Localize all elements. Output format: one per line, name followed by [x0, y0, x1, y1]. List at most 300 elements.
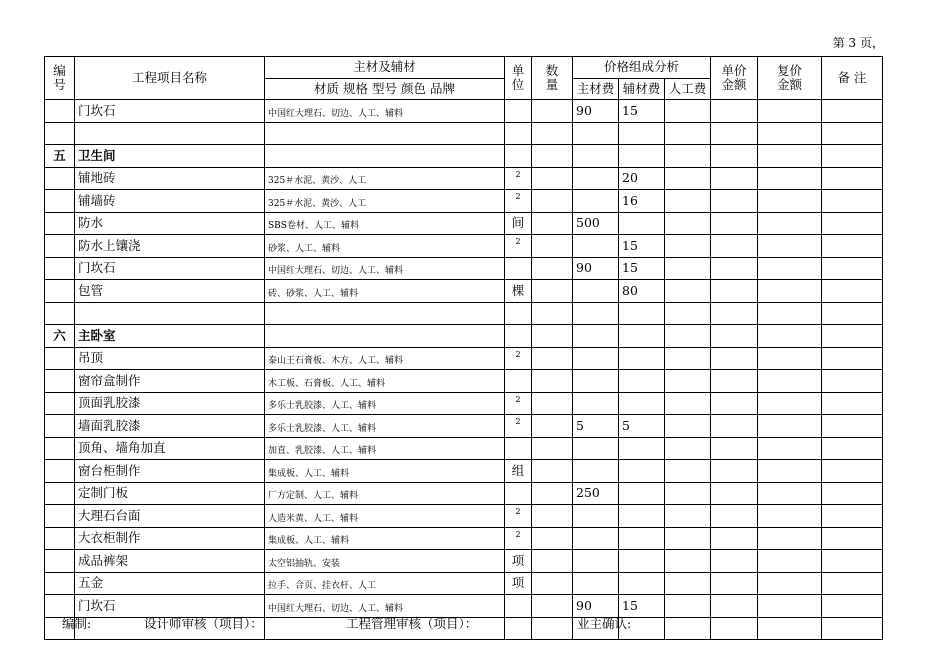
designer-review-label: 设计师审核（项目）： — [144, 616, 263, 631]
cell-aux-mat — [619, 527, 665, 550]
cell-qty — [532, 392, 573, 415]
cell-main-mat — [573, 347, 619, 370]
cell-unit-price — [711, 347, 758, 370]
cell-materials — [265, 122, 505, 145]
cell-unit-price — [711, 370, 758, 393]
col-header-qty: 数 量 — [532, 57, 573, 100]
cell-labor — [665, 460, 711, 483]
quote-table — [44, 56, 883, 640]
col-header-remark: 备 注 — [822, 57, 883, 100]
cell-compound-price — [758, 370, 822, 393]
cell-remark — [822, 370, 883, 393]
cell-labor — [665, 257, 711, 280]
cell-no — [45, 550, 75, 573]
cell-main-mat — [573, 302, 619, 325]
cell-no — [45, 257, 75, 280]
cell-no — [45, 190, 75, 213]
cell-no — [45, 482, 75, 505]
cell-remark — [822, 415, 883, 438]
cell-qty — [532, 460, 573, 483]
cell-remark — [822, 460, 883, 483]
cell-item-name: 顶角、墙角加直 — [75, 437, 265, 460]
cell-remark — [822, 257, 883, 280]
cell-remark — [822, 325, 883, 348]
cell-unit-price — [711, 392, 758, 415]
cell-unit: 棵 — [505, 280, 532, 303]
cell-no — [45, 280, 75, 303]
cell-remark — [822, 302, 883, 325]
table-row — [45, 572, 883, 595]
col-header-aux-mat: 辅材费 — [619, 78, 665, 100]
table-row — [45, 235, 883, 258]
cell-unit: 2 — [505, 235, 532, 258]
cell-compound-price — [758, 257, 822, 280]
cell-item-name: 卫生间 — [75, 145, 265, 168]
cell-unit-price — [711, 482, 758, 505]
cell-item-name: 大衣柜制作 — [75, 527, 265, 550]
cell-unit-price — [711, 505, 758, 528]
cell-compound-price — [758, 595, 822, 618]
cell-main-mat — [573, 392, 619, 415]
cell-materials: 325＃水泥、黄沙、人工 — [265, 167, 505, 190]
cell-aux-mat — [619, 572, 665, 595]
cell-unit — [505, 370, 532, 393]
cell-labor — [665, 302, 711, 325]
cell-qty — [532, 122, 573, 145]
cell-aux-mat — [619, 347, 665, 370]
col-header-compound-price: 复价 金额 — [758, 57, 822, 100]
cell-no — [45, 100, 75, 123]
header-row-1 — [45, 57, 883, 79]
cell-aux-mat — [619, 550, 665, 573]
cell-aux-mat — [619, 392, 665, 415]
cell-item-name: 铺墙砖 — [75, 190, 265, 213]
cell-aux-mat: 15 — [619, 100, 665, 123]
cell-no — [45, 437, 75, 460]
table-row — [45, 167, 883, 190]
cell-main-mat — [573, 550, 619, 573]
cell-unit — [505, 437, 532, 460]
table-row — [45, 212, 883, 235]
cell-main-mat — [573, 437, 619, 460]
cell-unit — [505, 617, 532, 640]
page-number: 第 3 页， — [832, 36, 884, 50]
cell-no — [45, 527, 75, 550]
cell-aux-mat: 16 — [619, 190, 665, 213]
col-header-unit: 单 位 — [505, 57, 532, 100]
cell-remark — [822, 280, 883, 303]
cell-compound-price — [758, 527, 822, 550]
cell-main-mat: 90 — [573, 100, 619, 123]
cell-item-name: 包管 — [75, 280, 265, 303]
cell-labor — [665, 595, 711, 618]
table-row — [45, 257, 883, 280]
cell-materials: SBS卷材、人工、辅料 — [265, 212, 505, 235]
cell-materials: 多乐士乳胶漆、人工、辅料 — [265, 392, 505, 415]
cell-main-mat: 250 — [573, 482, 619, 505]
cell-aux-mat — [619, 482, 665, 505]
cell-unit — [505, 325, 532, 348]
cell-remark — [822, 617, 883, 640]
cell-remark — [822, 437, 883, 460]
cell-remark — [822, 392, 883, 415]
cell-no — [45, 460, 75, 483]
cell-unit-price — [711, 437, 758, 460]
col-header-price-group: 价格组成分析 — [573, 57, 711, 79]
table-row — [45, 392, 883, 415]
cell-materials: 加直、乳胶漆、人工、辅料 — [265, 437, 505, 460]
cell-remark — [822, 347, 883, 370]
table-row — [45, 460, 883, 483]
cell-main-mat — [573, 325, 619, 348]
cell-aux-mat: 20 — [619, 167, 665, 190]
cell-labor — [665, 280, 711, 303]
cell-aux-mat — [619, 437, 665, 460]
cell-materials: 多乐士乳胶漆、人工、辅料 — [265, 415, 505, 438]
cell-materials: 集成板、人工、辅料 — [265, 527, 505, 550]
cell-main-mat — [573, 122, 619, 145]
owner-confirm-label: 业主确认: — [577, 616, 632, 631]
cell-compound-price — [758, 235, 822, 258]
cell-item-name: 门坎石 — [75, 100, 265, 123]
cell-no — [45, 212, 75, 235]
cell-no: 五 — [45, 145, 75, 168]
cell-labor — [665, 505, 711, 528]
cell-unit: 2 — [505, 392, 532, 415]
cell-unit — [505, 100, 532, 123]
cell-remark — [822, 550, 883, 573]
cell-labor — [665, 572, 711, 595]
cell-unit: 2 — [505, 527, 532, 550]
cell-materials: 砂浆、人工、辅料 — [265, 235, 505, 258]
cell-remark — [822, 572, 883, 595]
cell-remark — [822, 527, 883, 550]
table-row — [45, 482, 883, 505]
cell-main-mat — [573, 167, 619, 190]
compiled-by-label: 编制: — [62, 616, 92, 631]
cell-labor — [665, 527, 711, 550]
cell-unit — [505, 595, 532, 618]
cell-aux-mat: 80 — [619, 280, 665, 303]
cell-unit: 2 — [505, 167, 532, 190]
cell-unit-price — [711, 302, 758, 325]
table-row — [45, 122, 883, 145]
cell-no — [45, 370, 75, 393]
cell-remark — [822, 100, 883, 123]
cell-labor — [665, 370, 711, 393]
cell-labor — [665, 347, 711, 370]
cell-labor — [665, 617, 711, 640]
cell-compound-price — [758, 145, 822, 168]
cell-unit: 2 — [505, 415, 532, 438]
cell-compound-price — [758, 550, 822, 573]
col-header-materials-sub: 材质 规格 型号 颜色 品牌 — [265, 78, 505, 100]
cell-qty — [532, 370, 573, 393]
cell-labor — [665, 437, 711, 460]
cell-item-name: 五金 — [75, 572, 265, 595]
cell-materials: 厂方定制、人工、辅料 — [265, 482, 505, 505]
table-row — [45, 100, 883, 123]
cell-materials — [265, 325, 505, 348]
table-row — [45, 437, 883, 460]
cell-item-name: 吊顶 — [75, 347, 265, 370]
table-row — [45, 550, 883, 573]
cell-materials: 拉手、合页、挂衣杆、人工 — [265, 572, 505, 595]
cell-qty — [532, 167, 573, 190]
cell-aux-mat — [619, 302, 665, 325]
cell-compound-price — [758, 280, 822, 303]
cell-qty — [532, 572, 573, 595]
cell-compound-price — [758, 505, 822, 528]
cell-item-name: 防水上镶浇 — [75, 235, 265, 258]
cell-aux-mat — [619, 505, 665, 528]
cell-no — [45, 572, 75, 595]
col-header-unit-price: 单价 金额 — [711, 57, 758, 100]
cell-labor — [665, 415, 711, 438]
cell-aux-mat: 5 — [619, 415, 665, 438]
cell-unit-price — [711, 617, 758, 640]
col-header-materials: 主材及辅材 — [265, 57, 505, 79]
cell-labor — [665, 392, 711, 415]
cell-unit — [505, 257, 532, 280]
cell-no — [45, 415, 75, 438]
cell-qty — [532, 302, 573, 325]
cell-item-name: 窗台柜制作 — [75, 460, 265, 483]
cell-remark — [822, 482, 883, 505]
cell-remark — [822, 235, 883, 258]
cell-labor — [665, 145, 711, 168]
cell-compound-price — [758, 392, 822, 415]
cell-materials: 太空铝抽轨、安装 — [265, 550, 505, 573]
cell-item-name: 门坎石 — [75, 595, 265, 618]
cell-item-name: 顶面乳胶漆 — [75, 392, 265, 415]
cell-main-mat — [573, 370, 619, 393]
cell-aux-mat — [619, 212, 665, 235]
table-row — [45, 415, 883, 438]
cell-unit — [505, 482, 532, 505]
cell-materials: 中国红大理石、切边、人工、辅料 — [265, 100, 505, 123]
cell-materials — [265, 145, 505, 168]
cell-unit: 2 — [505, 347, 532, 370]
cell-compound-price — [758, 482, 822, 505]
table-row — [45, 527, 883, 550]
cell-aux-mat: 15 — [619, 257, 665, 280]
cell-main-mat: 90 — [573, 257, 619, 280]
cell-aux-mat: 15 — [619, 235, 665, 258]
cell-unit: 项 — [505, 572, 532, 595]
cell-compound-price — [758, 415, 822, 438]
cell-labor — [665, 550, 711, 573]
cell-no: 六 — [45, 325, 75, 348]
cell-item-name — [75, 122, 265, 145]
cell-labor — [665, 235, 711, 258]
cell-item-name: 门坎石 — [75, 257, 265, 280]
cell-no — [45, 392, 75, 415]
cell-remark — [822, 122, 883, 145]
table-row — [45, 370, 883, 393]
section-row — [45, 325, 883, 348]
table-row — [45, 505, 883, 528]
cell-labor — [665, 212, 711, 235]
cell-materials: 中国红大理石、切边、人工、辅料 — [265, 595, 505, 618]
cell-qty — [532, 505, 573, 528]
cell-compound-price — [758, 437, 822, 460]
cell-remark — [822, 145, 883, 168]
cell-materials — [265, 302, 505, 325]
cell-remark — [822, 190, 883, 213]
cell-no — [45, 167, 75, 190]
cell-unit-price — [711, 122, 758, 145]
pm-review-label: 工程管理审核（项目）： — [346, 616, 478, 631]
cell-remark — [822, 167, 883, 190]
col-header-main-mat: 主材费 — [573, 78, 619, 100]
cell-qty — [532, 415, 573, 438]
cell-main-mat: 5 — [573, 415, 619, 438]
cell-unit-price — [711, 595, 758, 618]
cell-labor — [665, 482, 711, 505]
cell-main-mat — [573, 190, 619, 213]
cell-no — [45, 235, 75, 258]
cell-no — [45, 505, 75, 528]
cell-qty — [532, 550, 573, 573]
cell-compound-price — [758, 167, 822, 190]
cell-materials: 中国红大理石、切边、人工、辅料 — [265, 257, 505, 280]
cell-qty — [532, 100, 573, 123]
cell-qty — [532, 235, 573, 258]
cell-compound-price — [758, 325, 822, 348]
cell-unit: 2 — [505, 505, 532, 528]
cell-unit-price — [711, 145, 758, 168]
cell-qty — [532, 325, 573, 348]
cell-unit-price — [711, 212, 758, 235]
cell-unit-price — [711, 415, 758, 438]
cell-unit — [505, 302, 532, 325]
table-row — [45, 190, 883, 213]
cell-unit — [505, 145, 532, 168]
table-row — [45, 302, 883, 325]
cell-compound-price — [758, 100, 822, 123]
cell-qty — [532, 617, 573, 640]
cell-compound-price — [758, 212, 822, 235]
cell-item-name: 大理石台面 — [75, 505, 265, 528]
cell-compound-price — [758, 347, 822, 370]
cell-item-name — [75, 302, 265, 325]
cell-materials: 人造米黄、人工、辅料 — [265, 505, 505, 528]
section-row — [45, 145, 883, 168]
cell-unit-price — [711, 527, 758, 550]
cell-compound-price — [758, 572, 822, 595]
cell-main-mat — [573, 527, 619, 550]
cell-qty — [532, 280, 573, 303]
cell-aux-mat — [619, 460, 665, 483]
cell-compound-price — [758, 617, 822, 640]
cell-unit-price — [711, 280, 758, 303]
cell-unit: 2 — [505, 190, 532, 213]
cell-qty — [532, 437, 573, 460]
cell-unit-price — [711, 550, 758, 573]
col-header-item-name: 工程项目名称 — [75, 57, 265, 100]
cell-aux-mat — [619, 370, 665, 393]
cell-qty — [532, 482, 573, 505]
table-row — [45, 280, 883, 303]
cell-no — [45, 122, 75, 145]
cell-labor — [665, 190, 711, 213]
cell-aux-mat: 15 — [619, 595, 665, 618]
cell-remark — [822, 212, 883, 235]
cell-unit-price — [711, 572, 758, 595]
cell-main-mat — [573, 460, 619, 483]
cell-unit: 间 — [505, 212, 532, 235]
cell-qty — [532, 527, 573, 550]
cell-unit-price — [711, 460, 758, 483]
cell-materials: 泰山王石膏板、木方、人工、辅料 — [265, 347, 505, 370]
cell-item-name: 铺地砖 — [75, 167, 265, 190]
cell-remark — [822, 595, 883, 618]
cell-qty — [532, 190, 573, 213]
cell-unit: 组 — [505, 460, 532, 483]
cell-item-name: 窗帘盒制作 — [75, 370, 265, 393]
cell-main-mat — [573, 145, 619, 168]
cell-qty — [532, 595, 573, 618]
cell-aux-mat — [619, 145, 665, 168]
cell-unit-price — [711, 190, 758, 213]
cell-unit-price — [711, 167, 758, 190]
cell-qty — [532, 145, 573, 168]
cell-unit-price — [711, 325, 758, 348]
cell-labor — [665, 325, 711, 348]
cell-materials: 集成板、人工、辅料 — [265, 460, 505, 483]
col-header-no: 编 号 — [45, 57, 75, 100]
cell-no — [45, 347, 75, 370]
cell-main-mat: 90 — [573, 595, 619, 618]
col-header-labor: 人工费 — [665, 78, 711, 100]
cell-main-mat — [573, 280, 619, 303]
cell-item-name: 主卧室 — [75, 325, 265, 348]
cell-unit-price — [711, 235, 758, 258]
cell-labor — [665, 167, 711, 190]
cell-aux-mat — [619, 122, 665, 145]
cell-main-mat — [573, 235, 619, 258]
cell-qty — [532, 212, 573, 235]
cell-labor — [665, 122, 711, 145]
cell-compound-price — [758, 190, 822, 213]
cell-unit — [505, 122, 532, 145]
cell-compound-price — [758, 122, 822, 145]
cell-qty — [532, 347, 573, 370]
cell-compound-price — [758, 460, 822, 483]
table-row — [45, 347, 883, 370]
cell-item-name: 成品裤架 — [75, 550, 265, 573]
cell-item-name: 防水 — [75, 212, 265, 235]
cell-unit-price — [711, 100, 758, 123]
cell-labor — [665, 100, 711, 123]
cell-item-name: 定制门板 — [75, 482, 265, 505]
cell-materials: 325＃水泥、黄沙、人工 — [265, 190, 505, 213]
cell-qty — [532, 257, 573, 280]
cell-unit-price — [711, 257, 758, 280]
cell-materials: 砖、砂浆、人工、辅料 — [265, 280, 505, 303]
cell-main-mat — [573, 505, 619, 528]
cell-remark — [822, 505, 883, 528]
cell-main-mat — [573, 572, 619, 595]
cell-compound-price — [758, 302, 822, 325]
cell-aux-mat — [619, 325, 665, 348]
cell-no — [45, 302, 75, 325]
cell-main-mat: 500 — [573, 212, 619, 235]
cell-item-name: 墙面乳胶漆 — [75, 415, 265, 438]
cell-unit: 项 — [505, 550, 532, 573]
cell-materials: 木工板、石膏板、人工、辅料 — [265, 370, 505, 393]
